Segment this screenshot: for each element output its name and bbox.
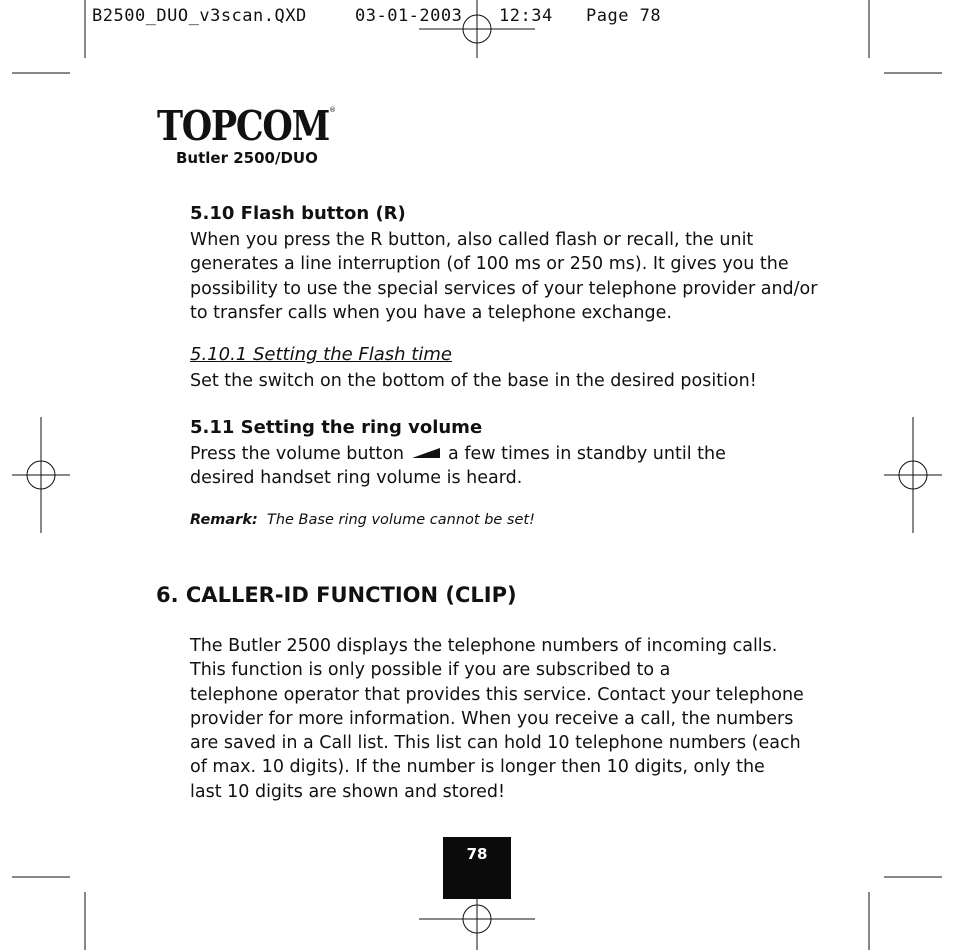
registration-mark-bottom xyxy=(419,892,535,950)
print-slug-time: 12:34 xyxy=(499,6,553,26)
section-heading-ring-volume: 5.11 Setting the ring volume xyxy=(190,417,483,438)
ring-volume-text-before: Press the volume button xyxy=(190,444,405,464)
paragraph-line: generates a line interruption (of 100 ms or 250 ms). It gives you the xyxy=(190,254,789,275)
paragraph-line: telephone operator that provides this service. Contact your telephone xyxy=(190,684,804,705)
page-number: 78 xyxy=(466,845,488,863)
paragraph-line: last 10 digits are shown and stored! xyxy=(190,781,506,802)
registration-mark-left xyxy=(12,417,70,533)
remark-text: The Base ring volume cannot be set! xyxy=(266,512,535,528)
caller-id-paragraph xyxy=(190,634,830,804)
section-heading-flash-button: 5.10 Flash button (R) xyxy=(190,203,406,224)
chapter-heading-caller-id: 6. CALLER-ID FUNCTION (CLIP) xyxy=(156,583,517,607)
svg-text:®: ® xyxy=(329,106,336,114)
ring-volume-paragraph xyxy=(190,442,830,491)
paragraph-line: possibility to use the special services of your telephone provider and/or xyxy=(190,278,818,299)
print-slug-page: Page 78 xyxy=(586,6,662,26)
paragraph-line: This function is only possible if you are subscribed to a xyxy=(190,660,671,681)
registration-mark-right xyxy=(884,417,942,533)
print-slug-filename: B2500_DUO_v3scan.QXD xyxy=(92,6,307,26)
paragraph-line: to transfer calls when you have a telephone exchange. xyxy=(190,302,672,323)
flash-time-text: Set the switch on the bottom of the base in the desired position! xyxy=(190,371,757,391)
paragraph-line: When you press the R button, also called flash or recall, the unit xyxy=(190,230,754,250)
paragraph-line: of max. 10 digits). If the number is longer then 10 digits, only the xyxy=(190,757,765,778)
paragraph-line: The Butler 2500 displays the telephone numbers of incoming calls. xyxy=(190,636,778,656)
remark-note xyxy=(190,512,535,528)
subsection-heading-flash-time: 5.10.1 Setting the Flash time xyxy=(190,344,452,365)
flash-button-paragraph xyxy=(190,228,830,325)
page-number-box xyxy=(443,837,511,899)
paragraph-line: provider for more information. When you receive a call, the numbers xyxy=(190,708,794,729)
volume-ramp-icon xyxy=(412,448,440,458)
paragraph-line: desired handset ring volume is heard. xyxy=(190,468,523,489)
remark-label: Remark: xyxy=(190,512,258,528)
print-slug-date: 03-01-2003 xyxy=(355,6,463,26)
ring-volume-text-after: a few times in standby until the xyxy=(448,444,726,464)
topcom-logo xyxy=(157,100,337,146)
logo-wordmark: TOPCOM xyxy=(157,102,330,146)
paragraph-line: are saved in a Call list. This list can hold 10 telephone numbers (each xyxy=(190,733,801,754)
model-name: Butler 2500/DUO xyxy=(176,149,318,167)
